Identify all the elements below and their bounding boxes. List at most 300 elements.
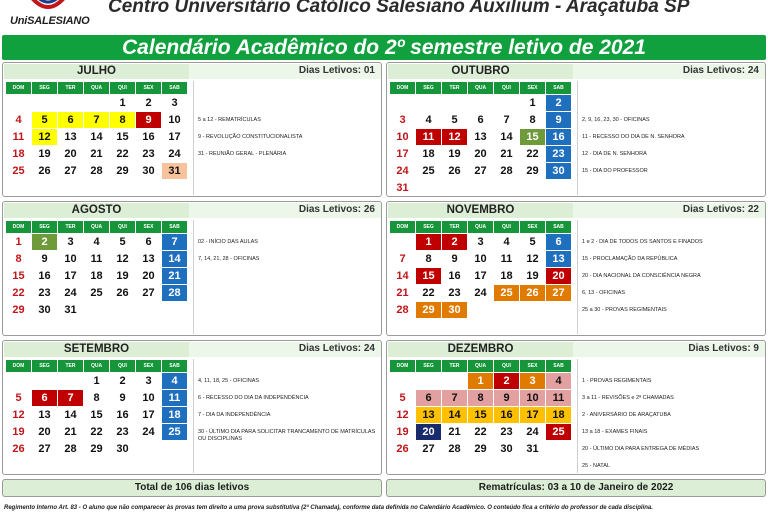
week-row: [390, 373, 571, 389]
weekday-header: SEX: [136, 82, 161, 94]
weekday-header-row: [390, 82, 571, 94]
month-name: DEZEMBRO: [388, 342, 573, 357]
weekday-header: SEG: [32, 360, 57, 372]
day-cell: 10: [390, 129, 415, 145]
day-cell: 21: [442, 424, 467, 440]
day-cell: 1: [110, 95, 135, 111]
day-cell: 4: [416, 112, 441, 128]
day-cell: 26: [442, 163, 467, 179]
empty-day-cell: [468, 95, 493, 111]
day-cell: 15: [520, 129, 545, 145]
day-cell: 28: [494, 163, 519, 179]
note-item: 02 - INÍCIO DAS AULAS: [198, 239, 258, 245]
week-row: [390, 390, 571, 406]
logo-swoosh-icon: [28, 0, 68, 12]
day-cell: 24: [58, 285, 83, 301]
day-cell: 1: [520, 95, 545, 111]
week-row: [390, 424, 571, 440]
logo-text: UniSALESIANO: [10, 15, 90, 27]
note-item: 13 a 18 - EXAMES FINAIS: [582, 429, 648, 435]
day-cell: 23: [546, 146, 571, 162]
weekday-header: SEX: [136, 221, 161, 233]
day-cell: 17: [520, 407, 545, 423]
day-cell: 10: [136, 390, 161, 406]
day-cell: 10: [58, 251, 83, 267]
day-cell: 6: [58, 112, 83, 128]
note-item: 1 - PROVAS REGIMENTAIS: [582, 378, 652, 384]
note-item: 4, 11, 18, 25 - OFICINAS: [198, 378, 260, 384]
day-cell: 6: [546, 234, 571, 250]
day-cell: 4: [494, 234, 519, 250]
day-cell: 13: [136, 251, 161, 267]
day-cell: 28: [84, 163, 109, 179]
day-cell: 2: [494, 373, 519, 389]
day-cell: 19: [442, 146, 467, 162]
empty-day-cell: [390, 234, 415, 250]
month-calendar-grid: [389, 220, 572, 319]
week-row: [6, 373, 187, 389]
day-cell: 17: [136, 407, 161, 423]
day-cell: 7: [162, 234, 187, 250]
note-item: 6, 13 - OFICINAS: [582, 290, 626, 296]
day-cell: 3: [390, 112, 415, 128]
day-cell: 9: [546, 112, 571, 128]
week-row: [6, 251, 187, 267]
regimento-note: Regimento Interno Art. 83 - O aluno que não comparecer às provas tem direito a uma prova substitutiva (2ª Chamada), conforme data definida no Calendário Acadêmico. O conteúdo fica a critério do professor de cada disciplina.: [4, 505, 653, 511]
day-cell: 13: [416, 407, 441, 423]
day-cell: 27: [136, 285, 161, 301]
day-cell: 12: [442, 129, 467, 145]
note-item: 20 - DIA NACIONAL DA CONSCIÊNCIA NEGRA: [582, 273, 701, 279]
weekday-header: QUA: [84, 360, 109, 372]
dias-letivos: Dias Letivos: 22: [682, 204, 759, 215]
weekday-header: SEX: [520, 221, 545, 233]
day-cell: 12: [32, 129, 57, 145]
day-cell: 21: [494, 146, 519, 162]
weekday-header: SAB: [546, 82, 571, 94]
day-cell: 18: [546, 407, 571, 423]
day-cell: 11: [546, 390, 571, 406]
day-cell: 31: [162, 163, 187, 179]
day-cell: 25: [162, 424, 187, 440]
weekday-header: TER: [58, 221, 83, 233]
weekday-header: SAB: [162, 360, 187, 372]
day-cell: 23: [136, 146, 161, 162]
day-cell: 29: [520, 163, 545, 179]
day-cell: 27: [468, 163, 493, 179]
day-cell: 15: [6, 268, 31, 284]
day-cell: 22: [468, 424, 493, 440]
day-cell: 7: [494, 112, 519, 128]
unisalesiano-logo[interactable]: [6, 0, 94, 32]
day-cell: 3: [58, 234, 83, 250]
weekday-header: SAB: [162, 82, 187, 94]
day-cell: 30: [136, 163, 161, 179]
day-cell: 14: [84, 129, 109, 145]
empty-day-cell: [58, 95, 83, 111]
day-cell: 18: [84, 268, 109, 284]
month-notes: [193, 359, 379, 473]
day-cell: 6: [468, 112, 493, 128]
weekday-header: QUI: [110, 360, 135, 372]
dias-letivos: Dias Letivos: 24: [682, 65, 759, 76]
note-item: 25 a 30 - PROVAS REGIMENTAIS: [582, 307, 667, 313]
empty-day-cell: [390, 373, 415, 389]
day-cell: 23: [442, 285, 467, 301]
day-cell: 2: [110, 373, 135, 389]
day-cell: 19: [520, 268, 545, 284]
day-cell: 12: [6, 407, 31, 423]
day-cell: 18: [494, 268, 519, 284]
empty-day-cell: [162, 302, 187, 318]
total-dias-letivos-box: [2, 479, 382, 497]
note-item: 2, 9, 16, 23, 30 - OFICINAS: [582, 117, 650, 123]
day-cell: 2: [32, 234, 57, 250]
day-cell: 26: [110, 285, 135, 301]
dias-letivos: Dias Letivos: 24: [298, 343, 375, 354]
week-row: [6, 285, 187, 301]
day-cell: 2: [546, 95, 571, 111]
day-cell: 12: [520, 251, 545, 267]
day-cell: 29: [468, 441, 493, 457]
weekday-header: QUI: [494, 82, 519, 94]
day-cell: 3: [136, 373, 161, 389]
day-cell: 19: [6, 424, 31, 440]
weekday-header: QUI: [494, 221, 519, 233]
day-cell: 20: [416, 424, 441, 440]
weekday-header: SEX: [520, 360, 545, 372]
month-panel-outubro: [386, 62, 766, 197]
empty-day-cell: [468, 180, 493, 196]
empty-day-cell: [442, 180, 467, 196]
weekday-header: DOM: [390, 82, 415, 94]
day-cell: 24: [468, 285, 493, 301]
day-cell: 25: [6, 163, 31, 179]
day-cell: 27: [32, 441, 57, 457]
day-cell: 4: [162, 373, 187, 389]
day-cell: 13: [546, 251, 571, 267]
week-row: [390, 268, 571, 284]
note-item: 20 - ÚLTIMO DIA PARA ENTREGA DE MÉDIAS: [582, 446, 700, 452]
day-cell: 9: [110, 390, 135, 406]
day-cell: 25: [84, 285, 109, 301]
weekday-header: SAB: [546, 221, 571, 233]
empty-day-cell: [136, 441, 161, 457]
day-cell: 25: [546, 424, 571, 440]
day-cell: 26: [520, 285, 545, 301]
day-cell: 10: [468, 251, 493, 267]
empty-day-cell: [494, 95, 519, 111]
week-row: [6, 407, 187, 423]
weekday-header: TER: [442, 221, 467, 233]
weekday-header-row: [6, 221, 187, 233]
weekday-header: TER: [442, 360, 467, 372]
day-cell: 6: [136, 234, 161, 250]
month-notes: [577, 359, 763, 473]
day-cell: 19: [110, 268, 135, 284]
note-item: 30 - ÚLTIMO DIA PARA SOLICITAR TRANCAMENTO DE MATRÍCULAS OU DISCIPLINAS: [198, 429, 376, 442]
day-cell: 17: [162, 129, 187, 145]
calendar-title: Calendário Acadêmico do 2º semestre letivo de 2021: [122, 36, 646, 59]
day-cell: 4: [6, 112, 31, 128]
week-row: [390, 285, 571, 301]
month-panel-dezembro: [386, 340, 766, 475]
day-cell: 3: [468, 234, 493, 250]
note-item: 5 a 12 - REMATRÍCULAS: [198, 117, 261, 123]
empty-day-cell: [416, 373, 441, 389]
week-row: [390, 129, 571, 145]
note-item: 6 - RECESSO DO DIA DA INDEPENDÊNCIA: [198, 395, 309, 401]
day-cell: 7: [390, 251, 415, 267]
empty-day-cell: [32, 373, 57, 389]
weekday-header: SEG: [32, 82, 57, 94]
day-cell: 18: [162, 407, 187, 423]
day-cell: 26: [390, 441, 415, 457]
week-row: [6, 441, 187, 457]
week-row: [390, 95, 571, 111]
day-cell: 22: [6, 285, 31, 301]
month-name: JULHO: [4, 64, 189, 79]
weekday-header: DOM: [6, 82, 31, 94]
week-row: [6, 163, 187, 179]
day-cell: 20: [58, 146, 83, 162]
weekday-header: SEG: [416, 221, 441, 233]
day-cell: 7: [442, 390, 467, 406]
week-row: [6, 146, 187, 162]
empty-day-cell: [416, 180, 441, 196]
empty-day-cell: [136, 302, 161, 318]
day-cell: 16: [442, 268, 467, 284]
day-cell: 14: [58, 407, 83, 423]
day-cell: 17: [468, 268, 493, 284]
week-row: [390, 146, 571, 162]
day-cell: 26: [6, 441, 31, 457]
day-cell: 20: [546, 268, 571, 284]
empty-day-cell: [546, 441, 571, 457]
day-cell: 29: [84, 441, 109, 457]
day-cell: 22: [520, 146, 545, 162]
empty-day-cell: [58, 373, 83, 389]
empty-day-cell: [416, 95, 441, 111]
empty-day-cell: [84, 302, 109, 318]
day-cell: 28: [58, 441, 83, 457]
note-item: 3 a 11 - REVISÕES e 2ª CHAMADAS: [582, 395, 674, 401]
day-cell: 5: [6, 390, 31, 406]
day-cell: 29: [110, 163, 135, 179]
dias-letivos: Dias Letivos: 26: [298, 204, 375, 215]
week-row: [390, 407, 571, 423]
weekday-header-row: [390, 360, 571, 372]
month-notes: [577, 220, 763, 334]
month-name: AGOSTO: [4, 203, 189, 218]
day-cell: 14: [162, 251, 187, 267]
day-cell: 6: [32, 390, 57, 406]
day-cell: 1: [416, 234, 441, 250]
month-calendar-grid: [389, 359, 572, 458]
day-cell: 8: [520, 112, 545, 128]
day-cell: 9: [494, 390, 519, 406]
rematriculas-text: Rematrículas: 03 a 10 de Janeiro de 2022: [478, 482, 674, 493]
weekday-header: QUA: [84, 221, 109, 233]
day-cell: 12: [110, 251, 135, 267]
day-cell: 18: [416, 146, 441, 162]
month-panel-setembro: [2, 340, 382, 475]
weekday-header: QUA: [84, 82, 109, 94]
note-item: 31 - REUNIÃO GERAL - PLENÁRIA: [198, 151, 287, 157]
day-cell: 13: [468, 129, 493, 145]
day-cell: 30: [494, 441, 519, 457]
day-cell: 5: [390, 390, 415, 406]
week-row: [6, 424, 187, 440]
day-cell: 27: [416, 441, 441, 457]
day-cell: 31: [520, 441, 545, 457]
day-cell: 8: [416, 251, 441, 267]
dias-letivos: Dias Letivos: 01: [298, 65, 375, 76]
week-row: [6, 390, 187, 406]
day-cell: 21: [390, 285, 415, 301]
day-cell: 9: [32, 251, 57, 267]
empty-day-cell: [442, 373, 467, 389]
day-cell: 4: [84, 234, 109, 250]
weekday-header: DOM: [6, 221, 31, 233]
weekday-header: QUI: [110, 82, 135, 94]
weekday-header-row: [6, 360, 187, 372]
month-calendar-grid: [389, 81, 572, 197]
day-cell: 25: [416, 163, 441, 179]
day-cell: 11: [494, 251, 519, 267]
week-row: [390, 234, 571, 250]
day-cell: 22: [84, 424, 109, 440]
note-item: 7, 14, 21, 28 - OFICINAS: [198, 256, 260, 262]
empty-day-cell: [32, 95, 57, 111]
weekday-header: TER: [58, 82, 83, 94]
day-cell: 28: [442, 441, 467, 457]
week-row: [390, 251, 571, 267]
rematriculas-box: [386, 479, 766, 497]
day-cell: 3: [520, 373, 545, 389]
day-cell: 15: [468, 407, 493, 423]
weekday-header: DOM: [390, 221, 415, 233]
empty-day-cell: [110, 302, 135, 318]
weekday-header: QUA: [468, 360, 493, 372]
month-calendar-grid: [5, 81, 188, 180]
day-cell: 27: [58, 163, 83, 179]
day-cell: 29: [6, 302, 31, 318]
day-cell: 7: [58, 390, 83, 406]
day-cell: 15: [84, 407, 109, 423]
note-item: 15 - DIA DO PROFESSOR: [582, 168, 648, 174]
day-cell: 8: [84, 390, 109, 406]
day-cell: 30: [442, 302, 467, 318]
day-cell: 21: [58, 424, 83, 440]
note-item: 7 - DIA DA INDEPENDÊNCIA: [198, 412, 271, 418]
month-panel-agosto: [2, 201, 382, 336]
day-cell: 24: [136, 424, 161, 440]
day-cell: 23: [32, 285, 57, 301]
day-cell: 11: [6, 129, 31, 145]
header: [0, 0, 768, 34]
day-cell: 22: [110, 146, 135, 162]
empty-day-cell: [520, 180, 545, 196]
day-cell: 9: [136, 112, 161, 128]
day-cell: 4: [546, 373, 571, 389]
note-item: 1 e 2 - DIA DE TODOS OS SANTOS E FINADOS: [582, 239, 703, 245]
day-cell: 5: [32, 112, 57, 128]
day-cell: 30: [32, 302, 57, 318]
empty-day-cell: [468, 302, 493, 318]
month-panel-novembro: [386, 201, 766, 336]
day-cell: 8: [6, 251, 31, 267]
day-cell: 13: [58, 129, 83, 145]
weekday-header: DOM: [390, 360, 415, 372]
day-cell: 20: [136, 268, 161, 284]
day-cell: 23: [110, 424, 135, 440]
empty-day-cell: [84, 95, 109, 111]
day-cell: 11: [162, 390, 187, 406]
day-cell: 31: [390, 180, 415, 196]
empty-day-cell: [494, 180, 519, 196]
weekday-header: DOM: [6, 360, 31, 372]
weekday-header: SEX: [136, 360, 161, 372]
month-notes: [193, 220, 379, 334]
day-cell: 30: [110, 441, 135, 457]
empty-day-cell: [494, 302, 519, 318]
day-cell: 17: [390, 146, 415, 162]
day-cell: 9: [442, 251, 467, 267]
weekday-header: TER: [442, 82, 467, 94]
day-cell: 16: [494, 407, 519, 423]
week-row: [6, 95, 187, 111]
day-cell: 16: [110, 407, 135, 423]
day-cell: 18: [6, 146, 31, 162]
day-cell: 5: [442, 112, 467, 128]
day-cell: 16: [136, 129, 161, 145]
note-item: 15 - PROCLAMAÇÃO DA REPÚBLICA: [582, 256, 678, 262]
day-cell: 1: [468, 373, 493, 389]
empty-day-cell: [520, 302, 545, 318]
day-cell: 16: [32, 268, 57, 284]
day-cell: 5: [520, 234, 545, 250]
day-cell: 5: [110, 234, 135, 250]
weekday-header: SAB: [546, 360, 571, 372]
day-cell: 15: [110, 129, 135, 145]
day-cell: 14: [390, 268, 415, 284]
day-cell: 19: [390, 424, 415, 440]
day-cell: 6: [416, 390, 441, 406]
day-cell: 14: [442, 407, 467, 423]
week-row: [390, 112, 571, 128]
day-cell: 24: [162, 146, 187, 162]
day-cell: 30: [546, 163, 571, 179]
note-item: 2 - ANIVERSÁRIO DE ARAÇATUBA: [582, 412, 671, 418]
weekday-header: SEG: [32, 221, 57, 233]
month-panel-julho: [2, 62, 382, 197]
day-cell: 3: [162, 95, 187, 111]
weekday-header: QUI: [494, 360, 519, 372]
note-item: 25 - NATAL: [582, 463, 610, 469]
day-cell: 2: [136, 95, 161, 111]
empty-day-cell: [390, 95, 415, 111]
day-cell: 23: [494, 424, 519, 440]
day-cell: 13: [32, 407, 57, 423]
day-cell: 22: [416, 285, 441, 301]
empty-day-cell: [6, 95, 31, 111]
note-item: 12 - DIA DE N. SENHORA: [582, 151, 647, 157]
day-cell: 8: [468, 390, 493, 406]
weekday-header: QUI: [110, 221, 135, 233]
day-cell: 15: [416, 268, 441, 284]
institution-name: Centro Universitário Católico Salesiano Auxilium - Araçatuba SP: [108, 0, 690, 17]
